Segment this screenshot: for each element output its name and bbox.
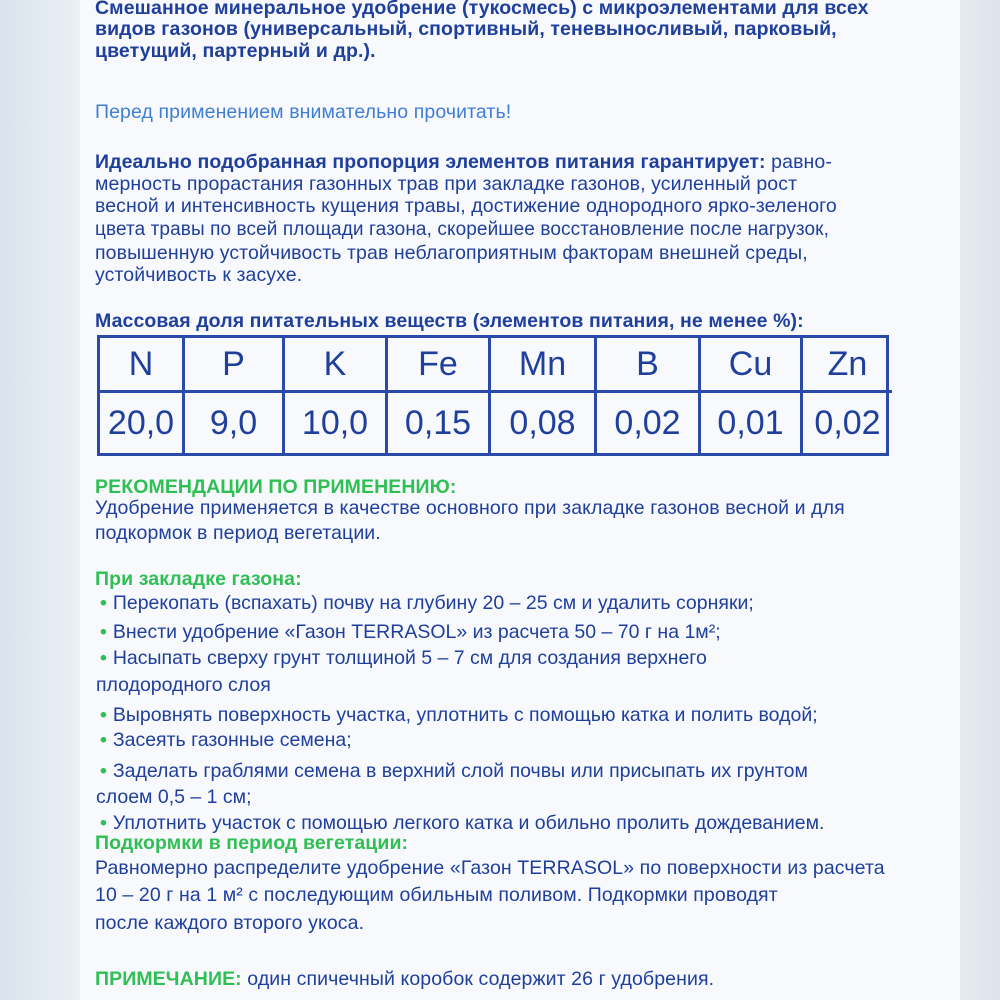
value-n: 20,0 (100, 393, 185, 453)
laying-item-text: Выровнять поверхность участка, уплотнить с помощью катка и полить водой; (112, 704, 818, 726)
element-p: P (185, 338, 285, 393)
benefits-line-4: повышенную устойчивость трав неблагоприятным факторам внешней среды, (95, 242, 808, 264)
laying-item-text: Уплотнить участок с помощью легкого катка и обильно пролить дождеванием. (112, 812, 825, 834)
laying-item (100, 647, 707, 669)
laying-item-text: Внести удобрение «Газон TERRASOL» из расчета 50 – 70 г на 1м²; (112, 621, 721, 643)
bullet-icon: • (100, 704, 107, 726)
bullet-icon: • (100, 621, 107, 643)
intro-line-2: видов газонов (универсальный, спортивный, теневыносливый, парковый, (95, 18, 837, 40)
element-zn: Zn (803, 338, 892, 393)
bullet-icon: • (100, 812, 107, 834)
laying-item (100, 704, 818, 726)
benefits-line-2: весной и интенсивность кущения травы, достижение однородного ярко-зеленого (95, 195, 837, 217)
intro-line-3: цветущий, партерный и др.). (95, 40, 376, 62)
feeding-line-1: Равномерно распределите удобрение «Газон TERRASOL» по поверхности из расчета (95, 857, 885, 879)
benefits-line-3: цвета травы по всей площади газона, скорейшее восстановление после нагрузок, (95, 219, 829, 240)
value-k: 10,0 (285, 393, 388, 453)
value-mn: 0,08 (491, 393, 597, 453)
benefits-line-5: устойчивость к засухе. (95, 264, 303, 286)
element-n: N (100, 338, 185, 393)
element-k: K (285, 338, 388, 393)
laying-item-continuation: слоем 0,5 – 1 см; (96, 786, 252, 808)
bullet-icon: • (100, 760, 107, 782)
benefits-first-line (95, 151, 905, 173)
element-fe: Fe (388, 338, 491, 393)
laying-item-text: Заделать граблями семена в верхний слой почвы или присыпать их грунтом (112, 760, 808, 782)
value-fe: 0,15 (388, 393, 491, 453)
laying-item-text: Засеять газонные семена; (112, 729, 352, 751)
feeding-heading: Подкормки в период вегетации: (95, 832, 409, 854)
recommendations-heading: РЕКОМЕНДАЦИИ ПО ПРИМЕНЕНИЮ: (95, 476, 457, 498)
value-b: 0,02 (597, 393, 701, 453)
laying-item (100, 760, 808, 782)
value-p: 9,0 (185, 393, 285, 453)
laying-item (100, 621, 721, 643)
feeding-line-2: 10 – 20 г на 1 м² с последующим обильным поливом. Подкормки проводят (95, 884, 778, 906)
intro-line-1: Смешанное минеральное удобрение (тукосмесь) с микроэлементами для всех (95, 0, 869, 19)
laying-item (100, 729, 352, 751)
laying-heading: При закладке газона: (95, 568, 302, 590)
recommendations-line-1: Удобрение применяется в качестве основного при закладке газонов весной и для (95, 497, 845, 519)
note-label: ПРИМЕЧАНИЕ: (95, 968, 242, 990)
read-before-notice: Перед применением внимательно прочитать! (95, 101, 512, 123)
note-text: один спичечный коробок содержит 26 г удобрения. (241, 968, 715, 990)
nutrient-table (97, 335, 889, 456)
recommendations-line-2: подкормок в период вегетации. (95, 522, 381, 544)
bullet-icon: • (100, 647, 107, 669)
laying-item (100, 812, 824, 834)
table-title: Массовая доля питательных веществ (элементов питания, не менее %): (95, 310, 804, 332)
laying-item-text: Перекопать (вспахать) почву на глубину 20 – 25 см и удалить сорняки; (112, 592, 754, 614)
benefits-line-0: равно- (765, 151, 832, 173)
laying-item-text: Насыпать сверху грунт толщиной 5 – 7 см для создания верхнего (112, 647, 707, 669)
bullet-icon: • (100, 592, 107, 614)
benefits-lead: Идеально подобранная пропорция элементов питания гарантирует: (95, 151, 766, 173)
note (95, 968, 915, 990)
laying-item (100, 592, 754, 614)
element-b: B (597, 338, 701, 393)
element-mn: Mn (491, 338, 597, 393)
element-cu: Cu (701, 338, 803, 393)
bullet-icon: • (100, 729, 107, 751)
laying-item-continuation: плодородного слоя (96, 674, 271, 696)
feeding-line-3: после каждого второго укоса. (95, 912, 365, 934)
benefits-line-1: мерность прорастания газонных трав при закладке газонов, усиленный рост (95, 173, 798, 195)
value-cu: 0,01 (701, 393, 803, 453)
value-zn: 0,02 (814, 403, 881, 442)
